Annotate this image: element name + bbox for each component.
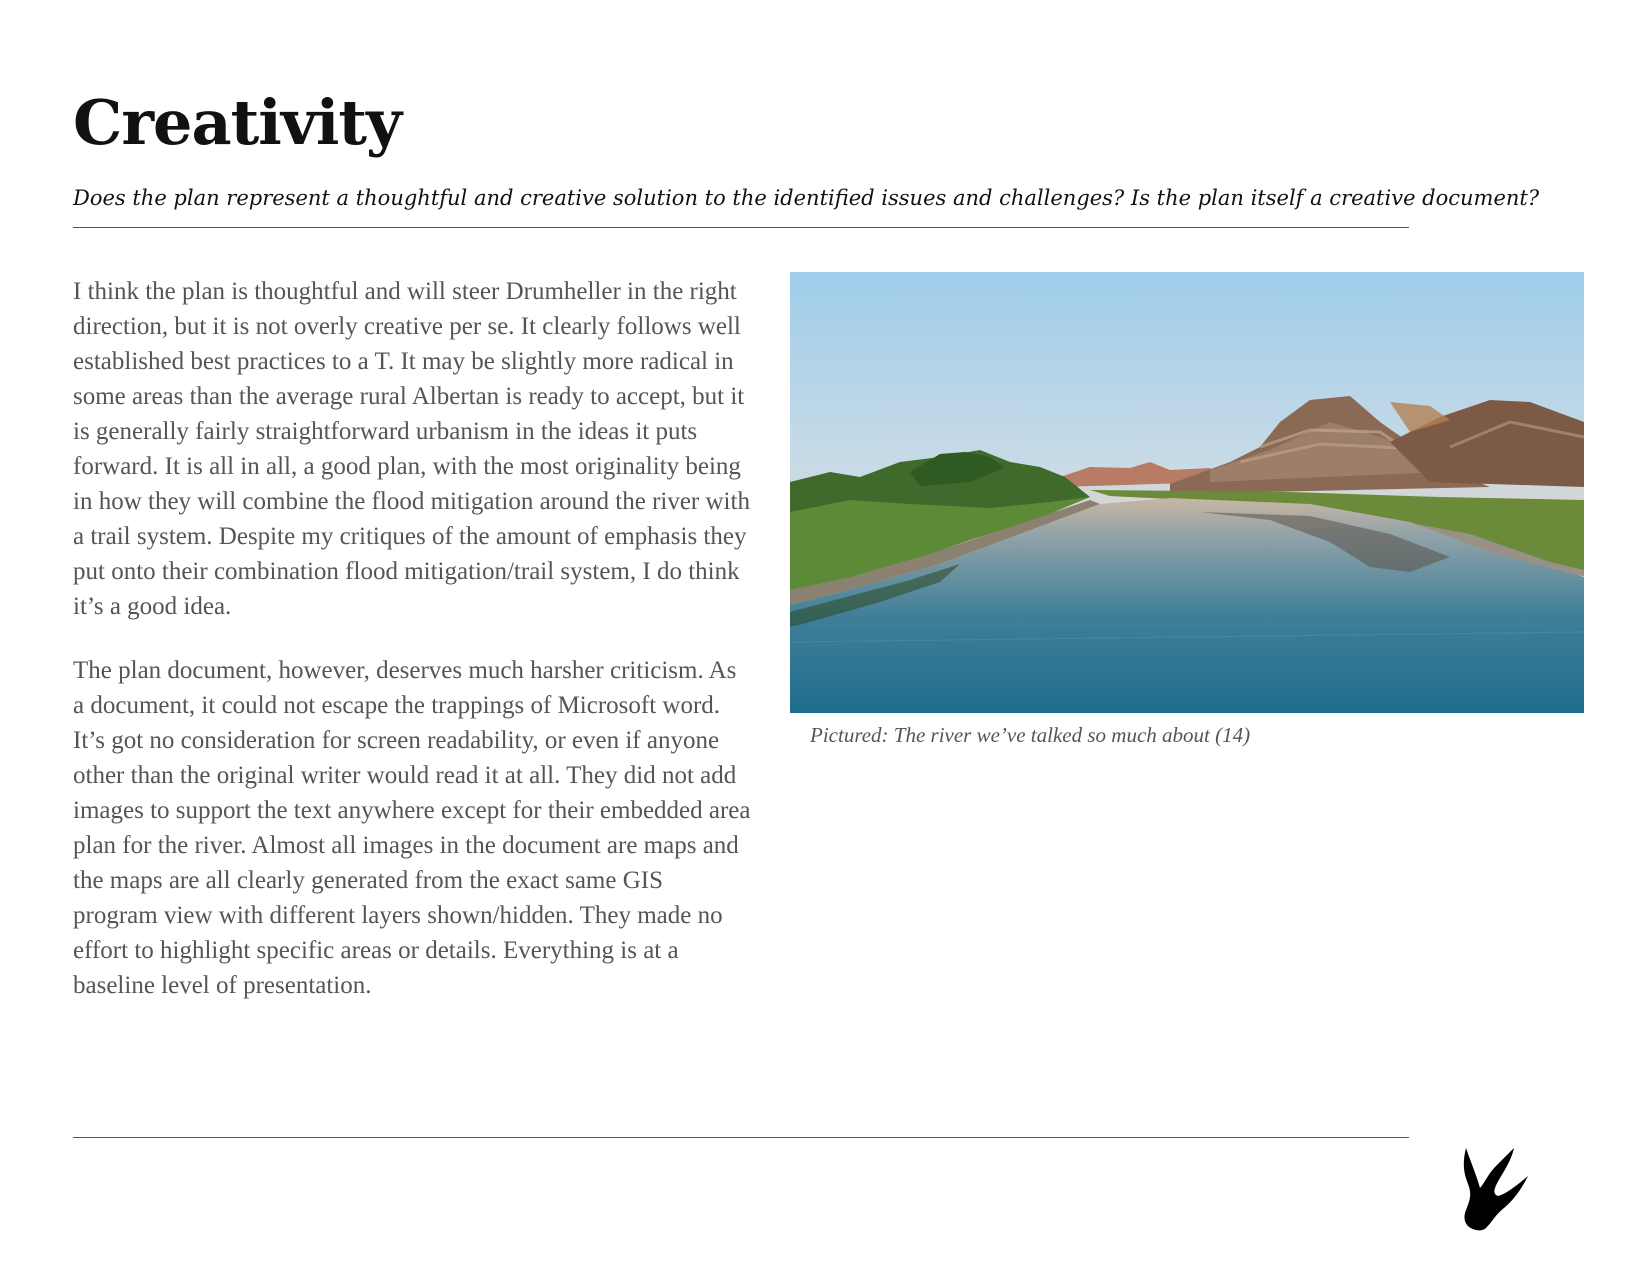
river-photo xyxy=(790,272,1584,713)
page-title: Creativity xyxy=(73,86,402,159)
body-paragraph-2: The plan document, however, deserves much harsher criticism. As a document, it could not escape the trappings of Microsoft word. It’s got no consideration for screen readability, or even if anyone other than the original writer would read it at all. They did not add images to support the text anywhere except for their embedded area plan for the river. Almost all images in the document are maps and the maps are all clearly generated from the exact same GIS program view with different layers shown/hidden. They made no effort to highlight specific areas or details. Everything is at a baseline level of presentation. xyxy=(73,657,751,999)
bottom-divider xyxy=(73,1137,1409,1138)
dinosaur-footprint-icon xyxy=(1458,1144,1532,1232)
body-text-column xyxy=(73,274,753,1032)
body-paragraph-1: I think the plan is thoughtful and will steer Drumheller in the right direction, but it is not overly creative per se. It clearly follows well established best practices to a T. It may be slightly more radical in some areas than the average rural Albertan is ready to accept, but it is generally fairly straightforward urbanism in the ideas it puts forward. It is all in all, a good plan, with the most originality being in how they will combine the flood mitigation around the river with a trail system. Despite my critiques of the amount of emphasis they put onto their combination flood mitigation/trail system, I do think it’s a good idea. xyxy=(73,278,750,620)
photo-caption: Pictured: The river we’ve talked so much about (14) xyxy=(810,723,1251,747)
page-subtitle: Does the plan represent a thoughtful and creative solution to the identified issues and challenges? Is the plan itself a creative document? xyxy=(73,186,1540,210)
top-divider xyxy=(73,227,1409,228)
